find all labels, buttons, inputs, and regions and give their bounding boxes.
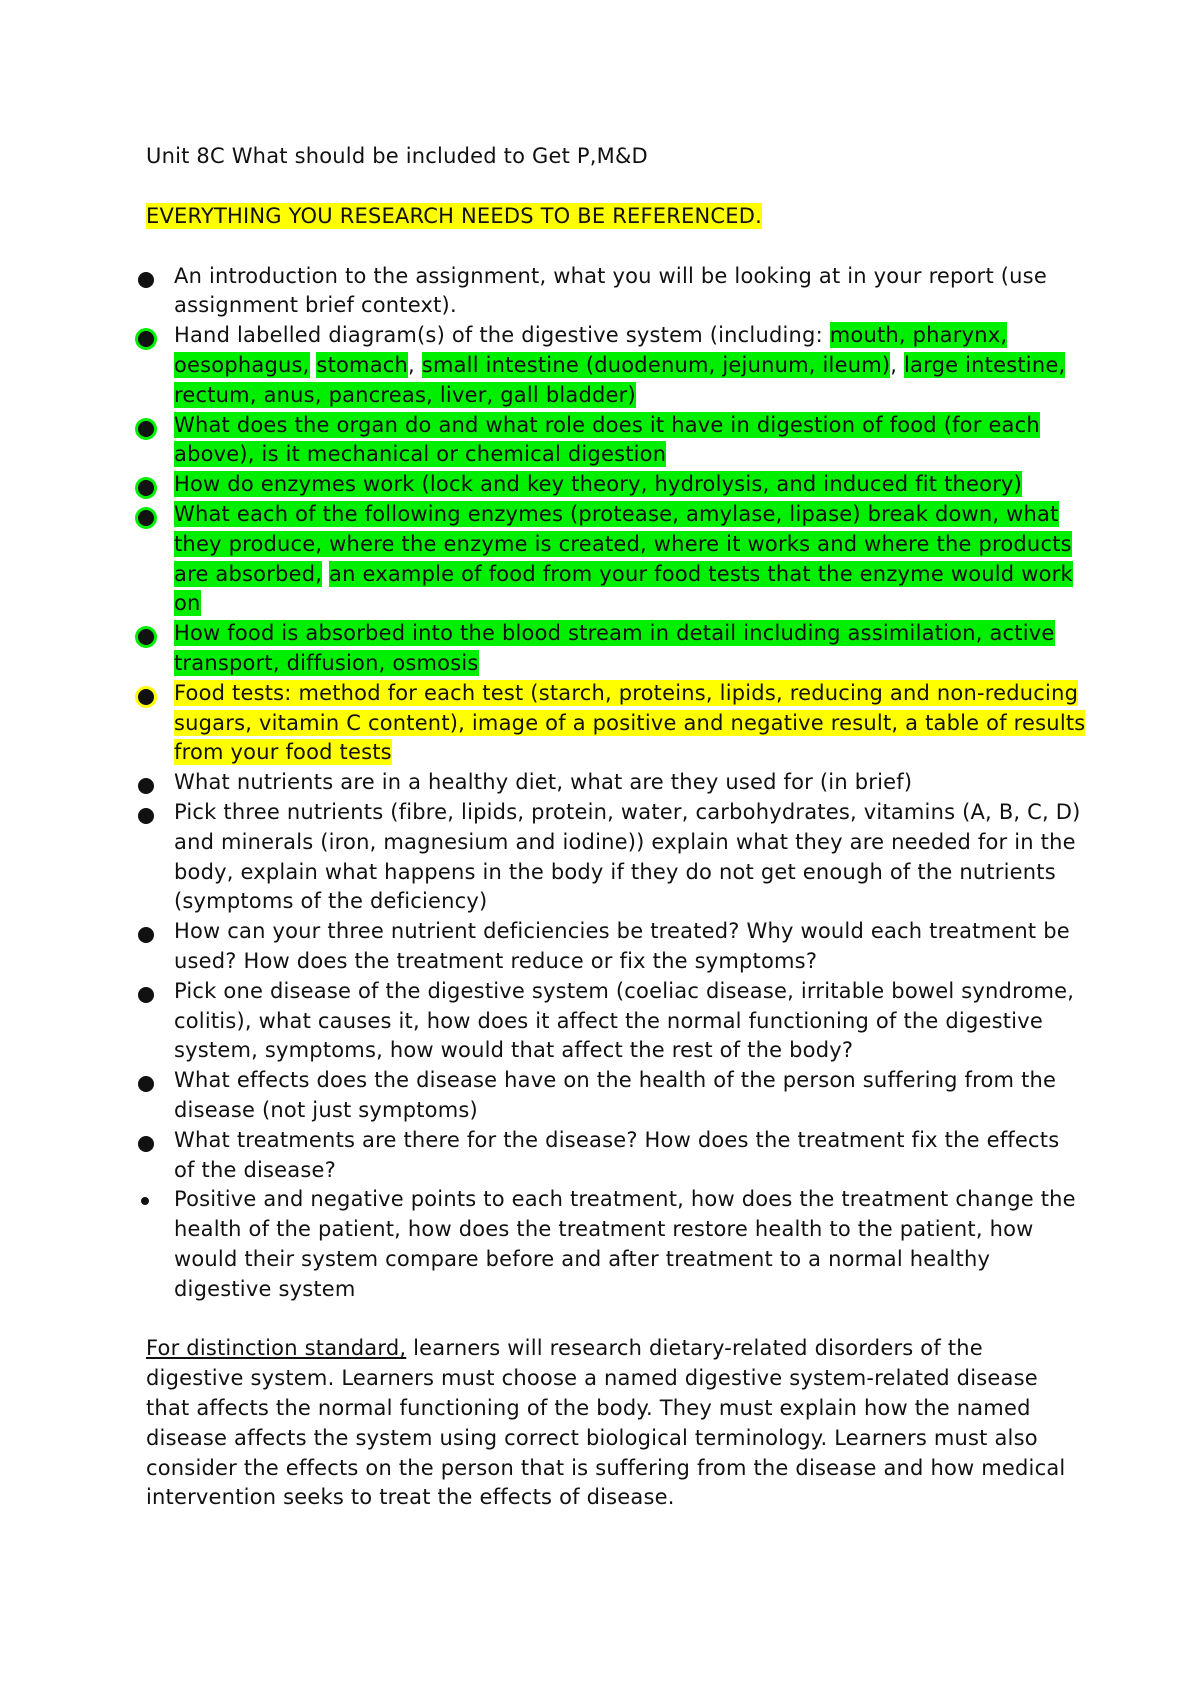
list-item — [146, 798, 1086, 917]
distinction-body: learners will research dietary-related disorders of the digestive system. Learners must choose a named digestive system-related disease that affects the normal functioning of the body. They must explain how the named disease affects the system using correct biological terminology. Learners must also consider the effects on the person that is suffering from the disease and how medical intervention seeks to treat the effects of disease. — [146, 1336, 1066, 1510]
bullet-icon — [138, 331, 154, 347]
list-item-text: Pick three nutrients (fibre, lipids, protein, water, carbohydrates, vitamins (A, B, C, D) and minerals (iron, magnesium and iodine)) explain what they are needed for in the body, explain what happens in the body if they do not get enough of the nutrients (symptoms of the deficiency) — [174, 799, 1081, 914]
list-item-text: , — [890, 352, 905, 377]
list-item-text — [322, 562, 329, 586]
list-item — [146, 1066, 1086, 1126]
list-item-text: What nutrients are in a healthy diet, what are they used for (in brief) — [174, 770, 913, 795]
highlighted-text: an example of food from your food tests that the enzyme would work on — [174, 561, 1073, 616]
list-item — [146, 619, 1086, 679]
list-item-text: What treatments are there for the disease? How does the treatment fix the effects of the disease? — [174, 1127, 1060, 1182]
highlighted-text: How food is absorbed into the blood stream in detail including assimilation, active transport, diffusion, osmosis — [174, 621, 1055, 675]
list-item — [146, 679, 1086, 768]
list-item — [146, 977, 1086, 1066]
list-item — [146, 500, 1086, 619]
highlighted-text: What each of the following enzymes (protease, amylase, lipase) break down, what they produce, where the enzyme is created, where it works and where the products are absorbed, — [174, 501, 1072, 586]
bullet-icon — [138, 808, 154, 824]
list-item — [146, 262, 1086, 322]
highlighted-text: rectum, anus, pancreas, liver, gall bladder) — [174, 382, 636, 407]
list-item — [146, 917, 1086, 977]
list-item — [146, 470, 1086, 500]
bullet-icon — [138, 1076, 154, 1092]
bullet-icon — [138, 272, 154, 288]
document-body — [146, 142, 1086, 1534]
list-item-text: An introduction to the assignment, what you will be looking at in your report (use assignment brief context). — [174, 263, 1047, 318]
list-item-text: Pick one disease of the digestive system (coeliac disease, irritable bowel syndrome, colitis), what causes it, how does it affect the normal functioning of the digestive system, symptoms, how would that affect the rest of the body? — [174, 978, 1075, 1063]
highlighted-text: small intestine (duodenum, jejunum, ileum) — [421, 352, 891, 377]
highlighted-text: How do enzymes work (lock and key theory, hydrolysis, and induced fit theory) — [174, 472, 1023, 497]
bullet-icon — [141, 1197, 149, 1205]
referencing-warning-text: EVERYTHING YOU RESEARCH NEEDS TO BE REFERENCED. — [146, 203, 762, 228]
bullet-icon — [138, 987, 154, 1003]
bullet-icon — [138, 421, 154, 437]
list-item-text: What effects does the disease have on the health of the person suffering from the disease (not just symptoms) — [174, 1068, 1057, 1122]
highlighted-text: mouth, pharynx, oesophagus, — [174, 323, 1008, 377]
bullet-icon — [138, 778, 154, 794]
list-item-text: Positive and negative points to each treatment, how does the treatment change the health of the patient, how does the treatment restore health to the patient, how would their system compare before and after treatment to a normal healthy digestive system — [174, 1187, 1076, 1301]
highlighted-text: large intestine, — [904, 352, 1066, 377]
referencing-warning — [146, 202, 1086, 232]
document-title: Unit 8C What should be included to Get P,M&D — [146, 144, 648, 168]
list-item — [146, 411, 1086, 471]
list-item-text: How can your three nutrient deficiencies be treated? Why would each treatment be used? How does the treatment reduce or fix the symptoms? — [174, 919, 1070, 973]
list-item-text: , — [408, 352, 422, 377]
highlighted-text: What does the organ do and what role does it have in digestion of food (for each above), is it mechanical or chemical digestion — [174, 412, 1040, 467]
bullet-icon — [138, 629, 154, 645]
requirements-list — [146, 262, 1086, 1305]
bullet-icon — [138, 510, 154, 526]
highlighted-text: Food tests: method for each test (starch, proteins, lipids, reducing and non-reducing sugars, vitamin C content), image of a positive and negative result, a table of results from your food tests — [174, 680, 1086, 765]
list-item — [146, 768, 1086, 798]
highlighted-text: stomach — [316, 352, 409, 377]
distinction-paragraph — [146, 1334, 1086, 1513]
list-item-text: Hand labelled diagram(s) of the digestive system (including: — [174, 323, 830, 348]
list-item — [146, 321, 1086, 410]
bullet-icon — [138, 689, 154, 705]
bullet-icon — [138, 1136, 154, 1152]
bullet-icon — [138, 480, 154, 496]
list-item — [146, 1185, 1086, 1304]
bullet-icon — [138, 927, 154, 943]
list-item — [146, 1126, 1086, 1186]
distinction-lead: For distinction standard, — [146, 1336, 407, 1361]
